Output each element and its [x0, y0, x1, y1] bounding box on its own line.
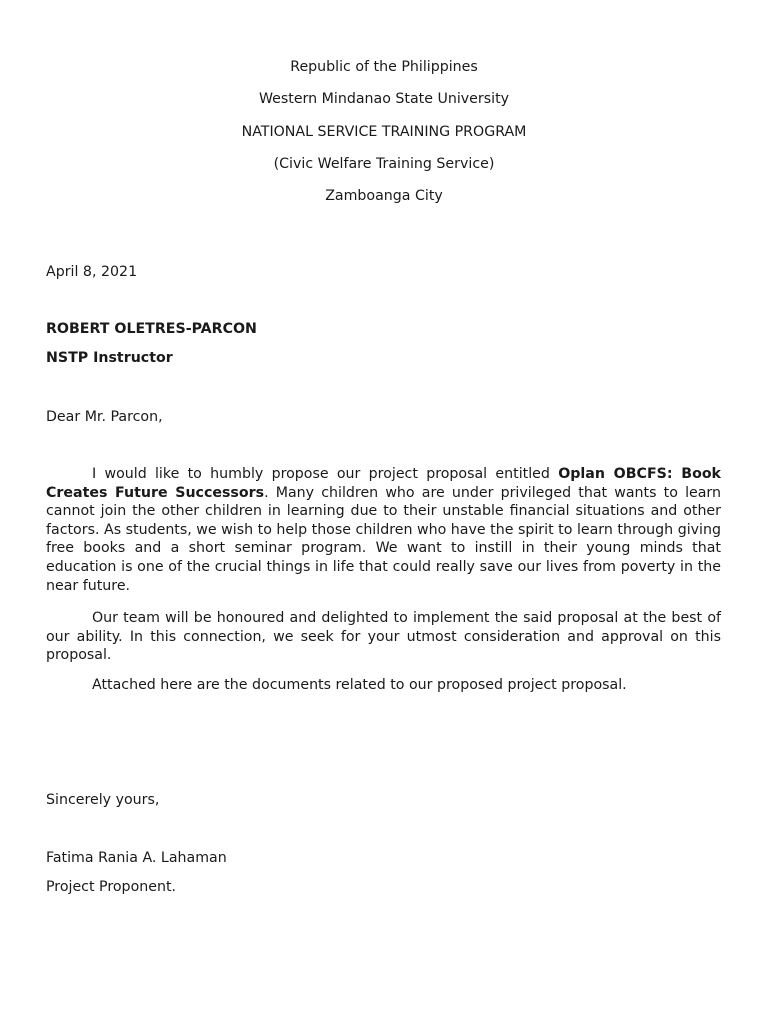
project-title: Oplan OBCFS: Book Creates Future Successors	[46, 466, 721, 501]
recipient-title: NSTP Instructor	[46, 350, 173, 366]
header-service: (Civic Welfare Training Service)	[273, 156, 495, 172]
body-paragraph-2: Our team will be honoured and delighted to implement the said proposal at the best of our ability. In this connection, we seek for your utmost consideration and approval on this proposal.	[46, 610, 721, 664]
header-city: Zamboanga City	[325, 188, 443, 204]
p1-rest: . Many children who are under privileged that wants to learn cannot join the other children in learning due to their unstable financial situations and other factors. As students, we wish to help those children who have the spirit to learn through giving free books and a short seminar program. We want to instill in their young minds that education is one of the crucial things in life that could really save our lives from poverty in the near future.	[46, 484, 722, 594]
header-university: Western Mindanao State University	[258, 91, 510, 107]
body-paragraph-3: Attached here are the documents related to our proposed project proposal.	[92, 677, 627, 693]
signatory-name: Fatima Rania A. Lahaman	[46, 850, 227, 866]
header-republic: Republic of the Philippines	[290, 59, 478, 75]
letter-date: April 8, 2021	[46, 264, 138, 280]
header-program: NATIONAL SERVICE TRAINING PROGRAM	[241, 124, 527, 140]
salutation: Dear Mr. Parcon,	[46, 409, 163, 425]
signatory-role: Project Proponent.	[46, 879, 177, 895]
p1-intro: I would like to humbly propose our project proposal entitled	[92, 466, 559, 482]
body-paragraph-1	[46, 465, 721, 595]
closing: Sincerely yours,	[46, 792, 160, 808]
recipient-name: ROBERT OLETRES-PARCON	[46, 321, 257, 337]
